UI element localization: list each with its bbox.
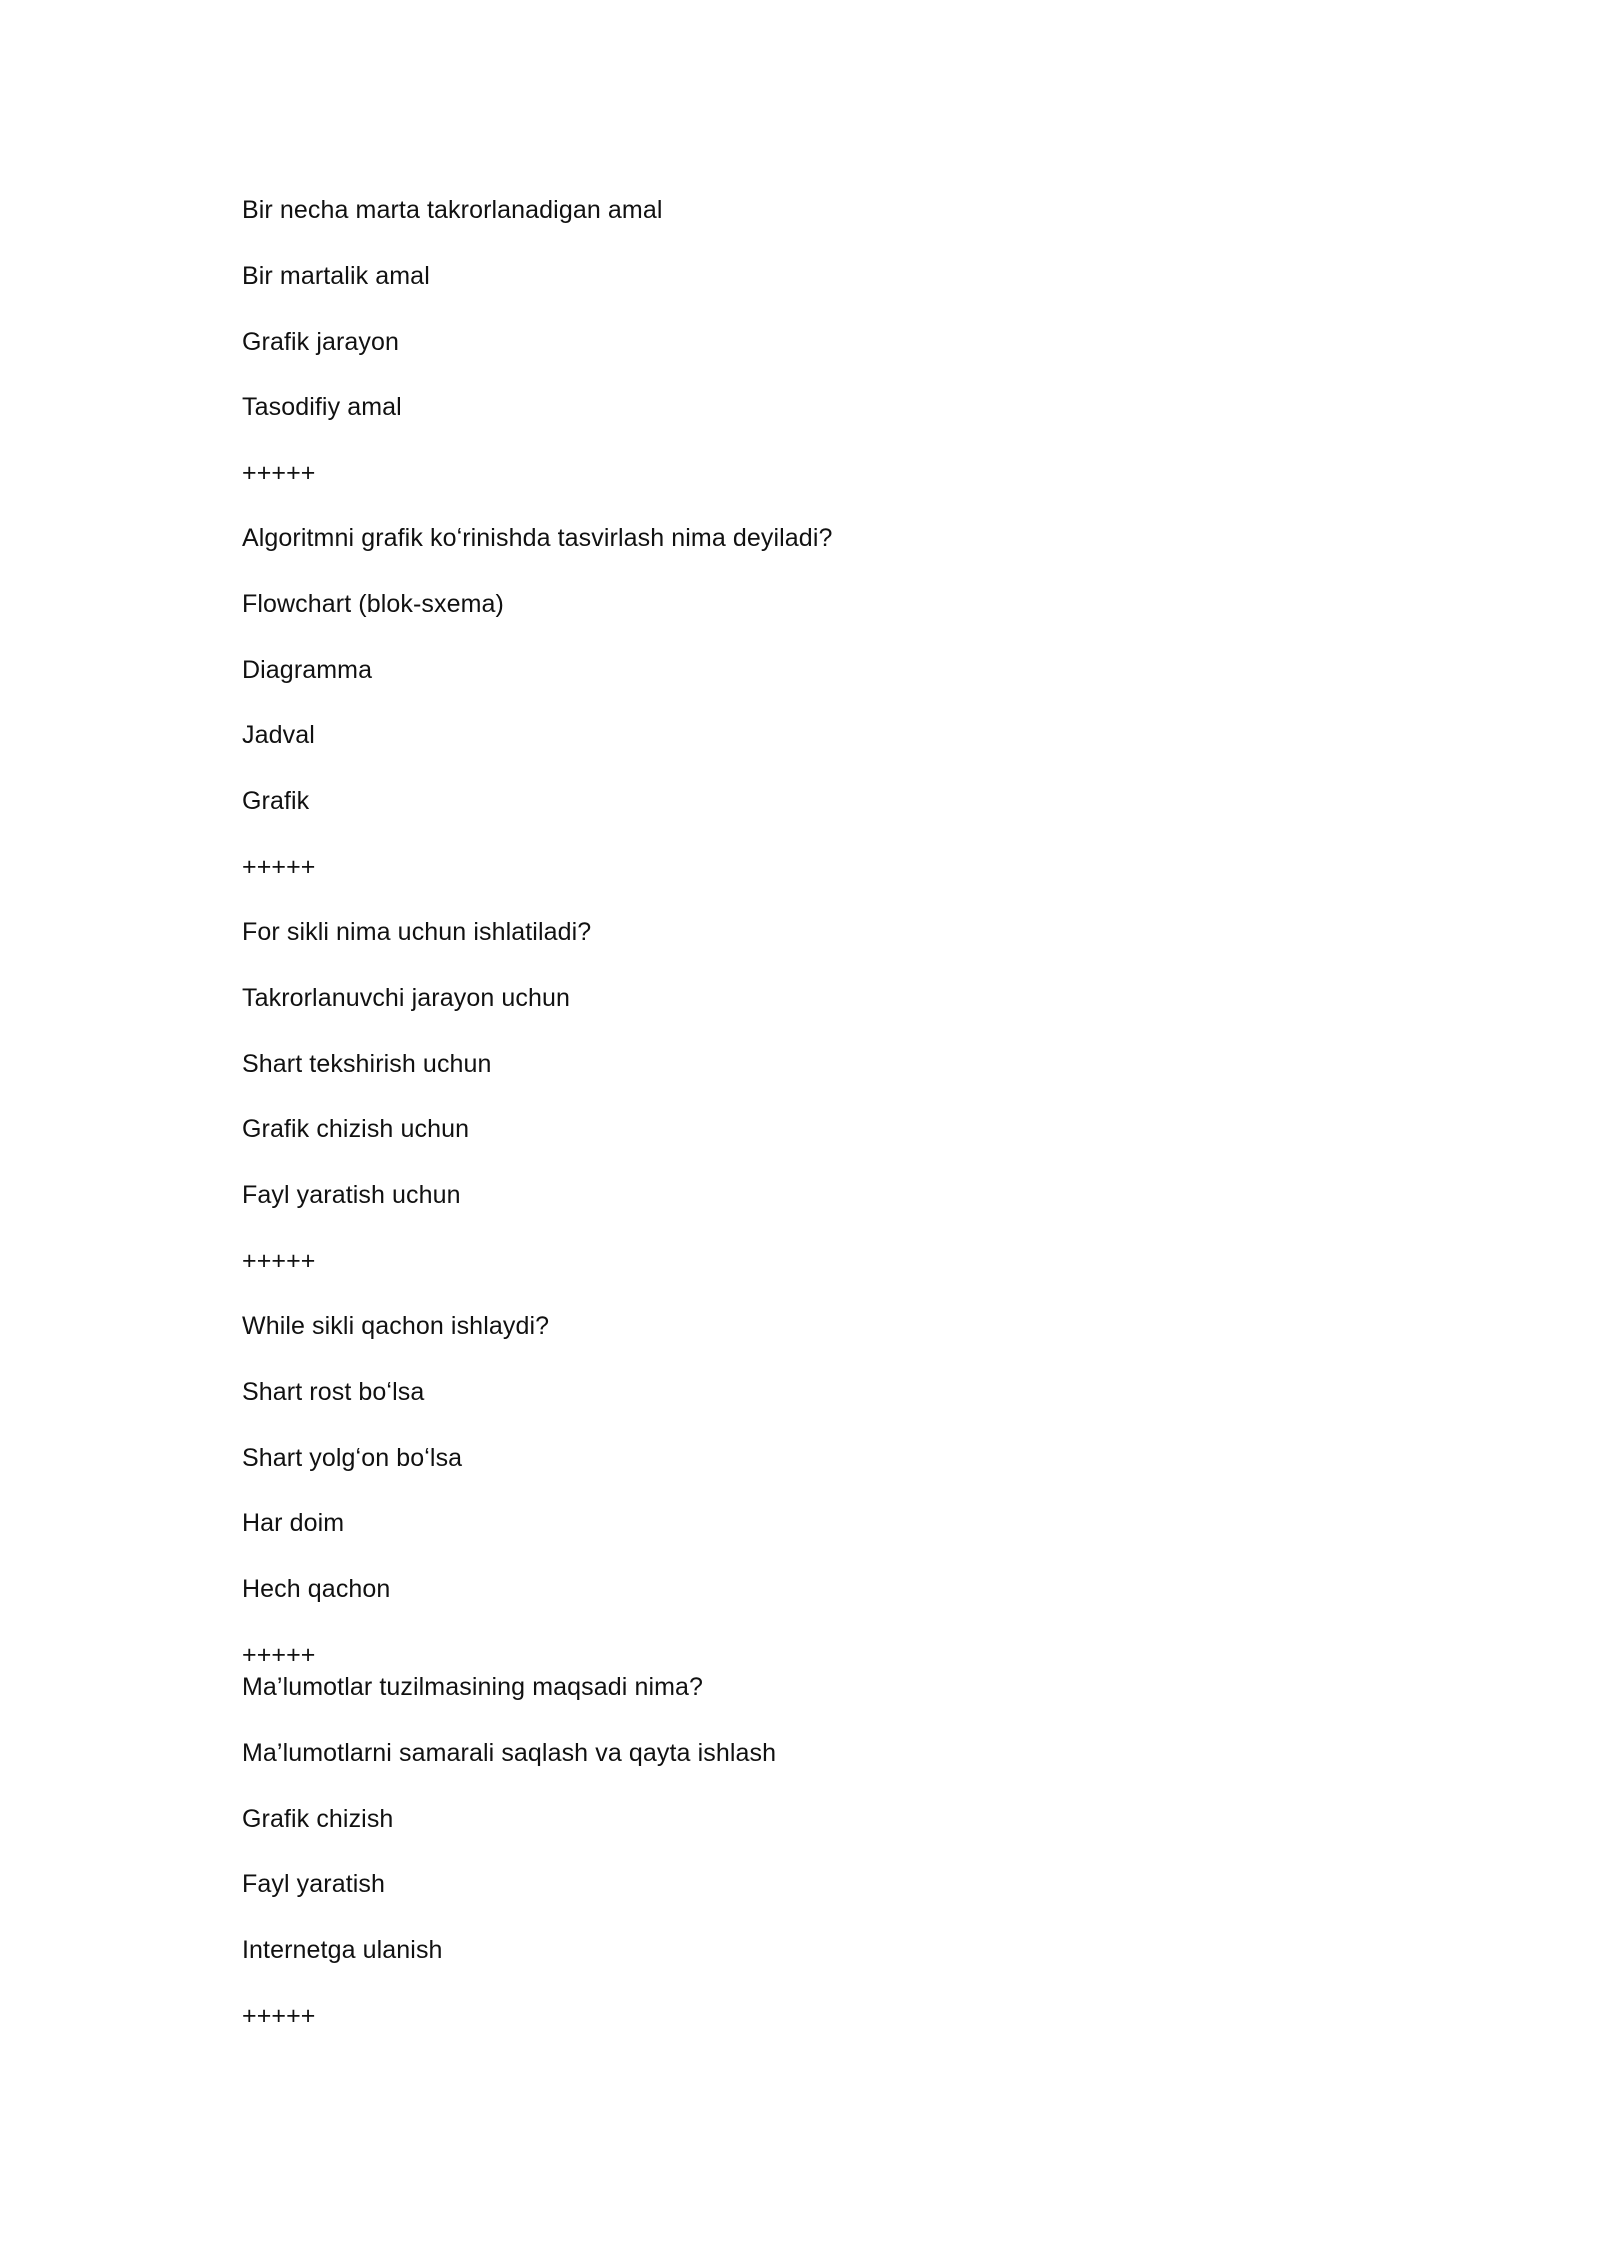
question-line: For sikli nima uchun ishlatiladi? <box>242 918 592 946</box>
answer-line: Shart tekshirish uchun <box>242 1050 492 1078</box>
text-line: Grafik jarayon <box>242 328 400 356</box>
answer-line: Grafik chizish uchun <box>242 1115 470 1143</box>
separator-line: +++++ <box>242 459 316 487</box>
answer-line: Hech qachon <box>242 1575 391 1603</box>
separator-line: +++++ <box>242 2002 316 2030</box>
answer-line: Fayl yaratish uchun <box>242 1181 461 1209</box>
separator-line: +++++ <box>242 1247 316 1275</box>
answer-line: Fayl yaratish <box>242 1870 386 1898</box>
separator-line: +++++ <box>242 1641 316 1669</box>
question-line: While sikli qachon ishlaydi? <box>242 1312 550 1340</box>
answer-line: Takrorlanuvchi jarayon uchun <box>242 984 570 1012</box>
answer-line: Diagramma <box>242 656 373 684</box>
answer-line: Internetga ulanish <box>242 1936 443 1964</box>
text-line: Tasodifiy amal <box>242 393 402 421</box>
answer-line: Flowchart (blok-sxema) <box>242 590 504 618</box>
text-line: Bir necha marta takrorlanadigan amal <box>242 196 663 224</box>
separator-line: +++++ <box>242 853 316 881</box>
answer-line: Har doim <box>242 1509 345 1537</box>
question-line: Algoritmni grafik koʻrinishda tasvirlash nima deyiladi? <box>242 524 833 552</box>
answer-line: Jadval <box>242 721 315 749</box>
text-line: Bir martalik amal <box>242 262 430 290</box>
question-line: Ma’lumotlar tuzilmasining maqsadi nima? <box>242 1673 704 1701</box>
answer-line: Shart rost boʻlsa <box>242 1378 425 1406</box>
answer-line: Ma’lumotlarni samarali saqlash va qayta ishlash <box>242 1739 777 1767</box>
answer-line: Grafik <box>242 787 310 815</box>
answer-line: Shart yolgʻon boʻlsa <box>242 1444 463 1472</box>
answer-line: Grafik chizish <box>242 1805 394 1833</box>
